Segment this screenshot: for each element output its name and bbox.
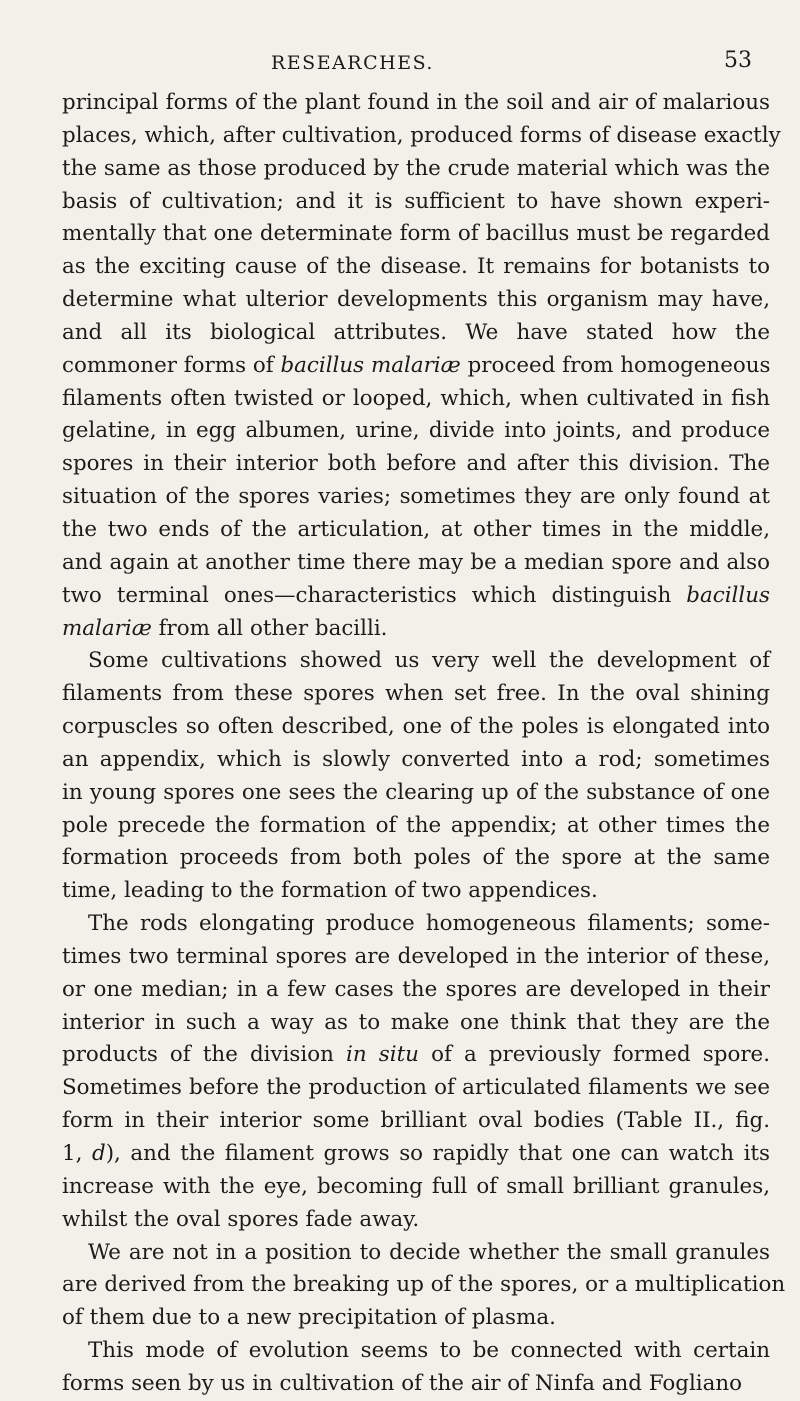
text-line: corpuscles so often described, one of the poles is elongated into (62, 714, 770, 740)
text-line: basis of cultivation; and it is sufficient to have shown experi- (62, 188, 770, 214)
text-line (62, 613, 770, 646)
text-line: pole precede the formation of the appendix; at other times the (62, 812, 770, 838)
running-head (0, 48, 800, 78)
text-run: commoner forms of (62, 352, 281, 378)
text-line: filaments often twisted or looped, which, when cultivated in fish (62, 385, 770, 411)
text-run: proceed from homogeneous (460, 352, 771, 378)
text-line: times two terminal spores are developed in the interior of these, (62, 943, 770, 969)
text-line: formation proceeds from both poles of the spore at the same (62, 845, 770, 871)
text-line: The rods elongating produce homogeneous filaments; some- (88, 911, 770, 937)
text-line: the same as those produced by the crude material which was the (62, 155, 770, 181)
italic-term: in situ (346, 1042, 419, 1068)
text-run: two terminal ones—characteristics which distinguish (62, 582, 687, 608)
text-line: the two ends of the articulation, at other times in the middle, (62, 516, 770, 542)
text-line: interior in such a way as to make one think that they are the (62, 1009, 770, 1035)
text-line: gelatine, in egg albumen, urine, divide into joints, and produce (62, 418, 770, 444)
text-line: situation of the spores varies; sometimes they are only found at (62, 484, 770, 510)
text-run: ), and the filament grows so rapidly that one can watch its (105, 1141, 770, 1166)
text-line: spores in their interior both before and after this division. The (62, 451, 770, 477)
italic-term: d (91, 1141, 106, 1166)
text-line: places, which, after cultivation, produced forms of disease exactly (62, 122, 781, 148)
running-title: RESEARCHES. (271, 52, 434, 74)
text-line: Some cultivations showed us very well the development of (88, 648, 770, 674)
text-run: 1, (62, 1141, 92, 1166)
text-line (62, 580, 770, 613)
text-line: and all its biological attributes. We have stated how the (62, 319, 770, 345)
text-line: or one median; in a few cases the spores are developed in their (62, 976, 770, 1002)
text-line: in young spores one sees the clearing up of the substance of one (62, 779, 770, 805)
text-run: of a previously formed spore. (418, 1042, 771, 1068)
text-line: mentally that one determinate form of bacillus must be regarded (62, 221, 770, 247)
text-line: forms seen by us in cultivation of the air of Ninfa and Fogliano (62, 1370, 743, 1396)
text-line (62, 350, 770, 383)
text-run: from all other bacilli. (151, 615, 388, 641)
text-line: filaments from these spores when set free. In the oval shining (62, 681, 770, 707)
text-line: determine what ulterior developments this organism may have, (62, 287, 770, 313)
text-line: of them due to a new precipitation of plasma. (62, 1305, 556, 1331)
text-line: principal forms of the plant found in the soil and air of malarious (62, 90, 770, 115)
body-text (62, 87, 786, 1401)
text-line: are derived from the breaking up of the spores, or a multiplication (62, 1272, 786, 1298)
text-line (62, 1039, 770, 1072)
text-line (62, 1138, 770, 1171)
text-run: products of the division (62, 1042, 347, 1068)
text-line: an appendix, which is slowly converted into a rod; sometimes (62, 746, 770, 772)
text-line: We are not in a position to decide whether the small granules (88, 1239, 770, 1265)
page-number: 53 (724, 48, 752, 73)
text-line: and again at another time there may be a median spore and also (62, 549, 770, 575)
text-line: Sometimes before the production of articulated filaments we see (62, 1075, 770, 1101)
italic-term: bacillus malariæ (280, 352, 461, 378)
text-line: increase with the eye, becoming full of small brilliant granules, (62, 1173, 770, 1199)
text-line: time, leading to the formation of two appendices. (62, 878, 598, 904)
italic-term: malariæ (62, 615, 152, 641)
text-line: form in their interior some brilliant oval bodies (Table II., fig. (62, 1108, 770, 1134)
text-line: This mode of evolution seems to be connected with certain (88, 1338, 770, 1364)
text-line: as the exciting cause of the disease. It remains for botanists to (62, 254, 770, 280)
italic-term: bacillus (686, 582, 770, 608)
text-line: whilst the oval spores fade away. (62, 1206, 420, 1232)
